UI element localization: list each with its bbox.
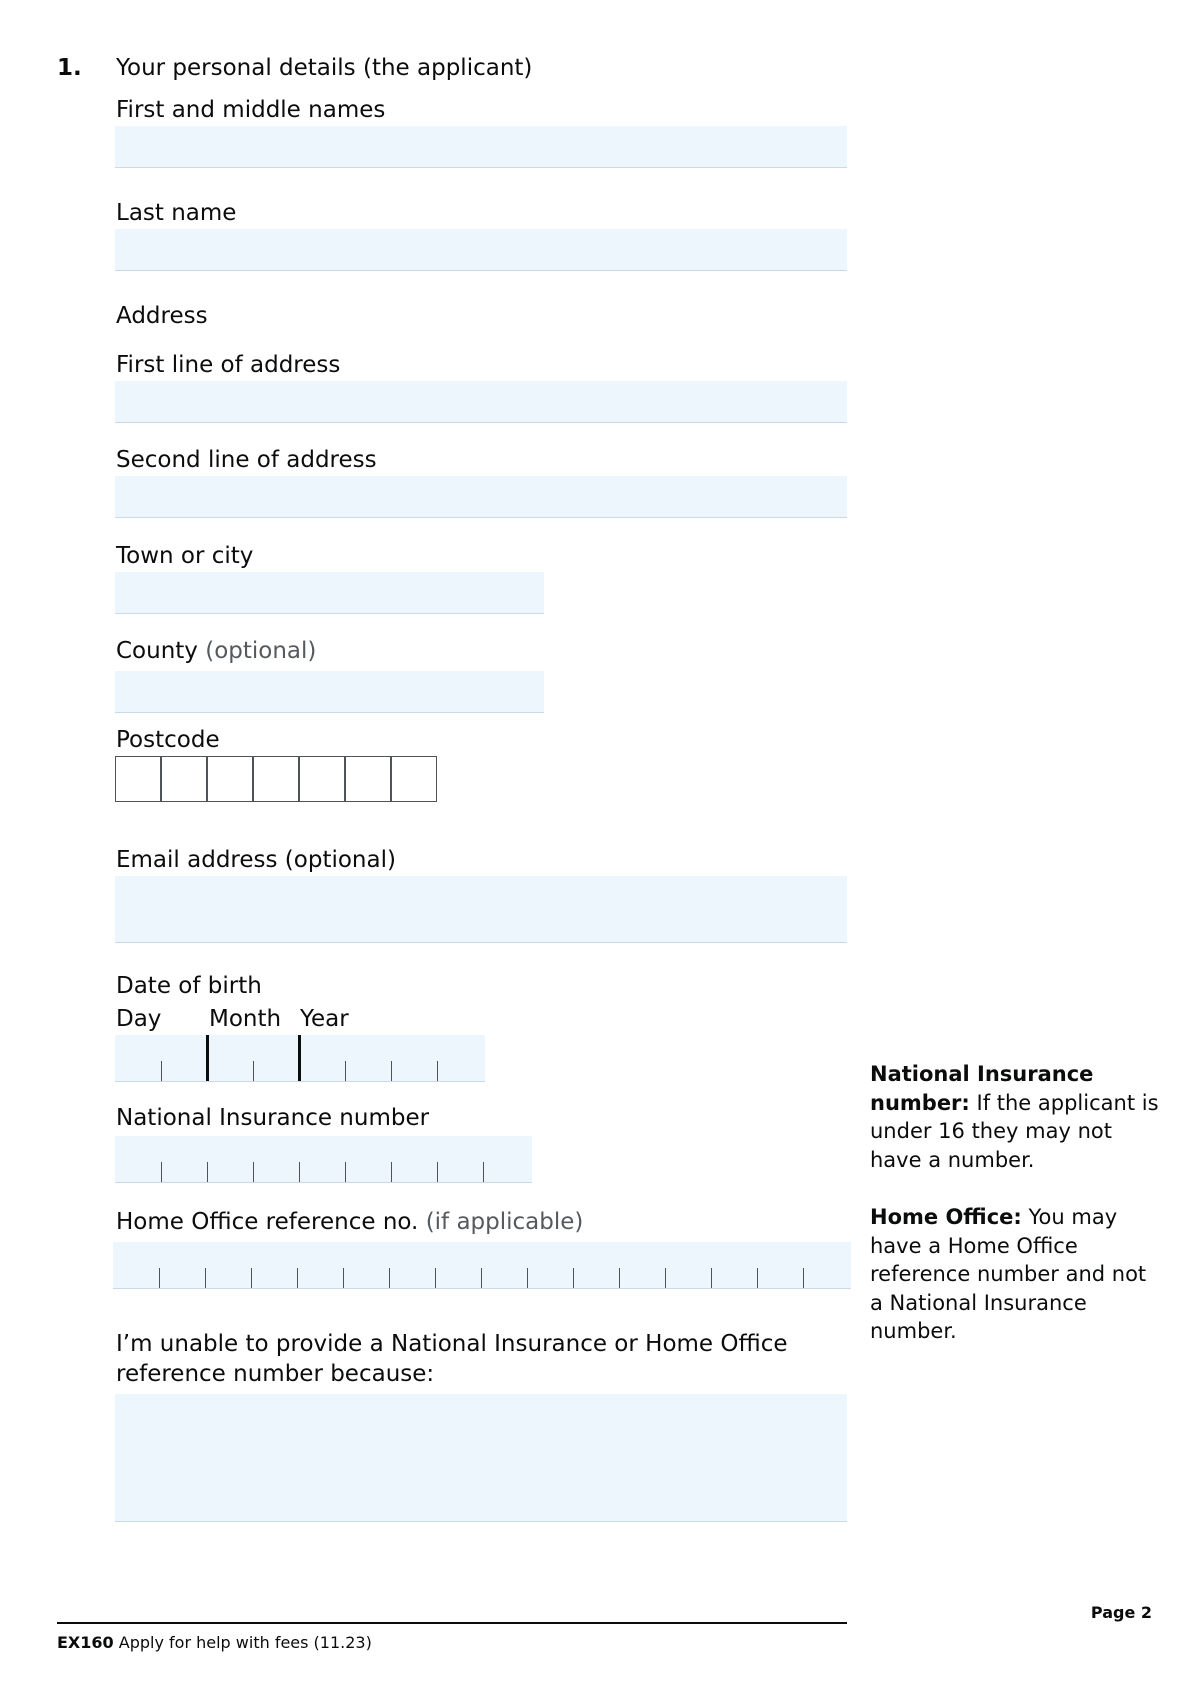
postcode-label: Postcode [116,727,220,753]
postcode-boxes [115,756,439,803]
dob-divider [206,1035,209,1081]
dob-tick [391,1061,392,1081]
home-office-tick [757,1268,758,1288]
address-line1-field[interactable] [115,381,847,423]
first-names-label: First and middle names [116,97,386,123]
dob-field[interactable] [115,1035,485,1082]
county-optional-text: (optional) [205,638,317,664]
ni-number-label: National Insurance number [116,1105,430,1131]
ni-tick [253,1162,254,1182]
home-office-side-note [870,1203,1160,1346]
home-office-tick [205,1268,206,1288]
postcode-box[interactable] [345,756,391,802]
home-office-tick [527,1268,528,1288]
postcode-box[interactable] [391,756,437,802]
ni-tick [299,1162,300,1182]
postcode-box[interactable] [299,756,345,802]
footer-form-code: EX160 [57,1633,114,1652]
home-office-tick [573,1268,574,1288]
home-office-side-note-text: You may have a Home Office reference number and not a National Insurance number. [870,1205,1147,1343]
ni-tick [345,1162,346,1182]
dob-tick [253,1061,254,1081]
dob-divider [298,1035,301,1081]
address-heading: Address [116,303,208,329]
first-names-field[interactable] [115,126,847,168]
dob-month-label: Month [209,1006,282,1032]
unable-reason-label-line1: I’m unable to provide a National Insurance or Home Office [116,1331,788,1357]
home-office-tick [481,1268,482,1288]
email-label: Email address (optional) [116,847,396,873]
home-office-tick [619,1268,620,1288]
unable-reason-field[interactable] [115,1394,847,1522]
ni-tick [161,1162,162,1182]
section-number: 1. [57,55,82,81]
footer-divider [57,1622,847,1624]
home-office-field[interactable] [113,1242,851,1289]
postcode-box[interactable] [115,756,161,802]
footer-form-info [57,1633,372,1653]
home-office-tick [159,1268,160,1288]
address-line1-label: First line of address [116,352,341,378]
dob-day-label: Day [116,1006,162,1032]
home-office-tick [343,1268,344,1288]
home-office-optional-text: (if applicable) [425,1209,584,1235]
dob-label: Date of birth [116,973,262,999]
last-name-field[interactable] [115,229,847,271]
town-field[interactable] [115,572,544,614]
postcode-box[interactable] [207,756,253,802]
county-label-text: County [116,638,198,664]
email-field[interactable] [115,876,847,943]
section-title: Your personal details (the applicant) [116,55,533,81]
unable-reason-label-line2: reference number because: [116,1361,435,1387]
county-label [116,637,316,665]
home-office-label-text: Home Office reference no. [116,1209,419,1235]
dob-tick [161,1061,162,1081]
home-office-tick [711,1268,712,1288]
ni-tick [391,1162,392,1182]
dob-tick [437,1061,438,1081]
home-office-tick [665,1268,666,1288]
ni-tick [483,1162,484,1182]
home-office-tick [251,1268,252,1288]
county-field[interactable] [115,671,544,713]
ni-number-field[interactable] [115,1136,532,1183]
postcode-box[interactable] [253,756,299,802]
ni-tick [207,1162,208,1182]
ni-side-note-heading: National Insurance number: [870,1062,1094,1115]
dob-tick [345,1061,346,1081]
address-line2-field[interactable] [115,476,847,518]
postcode-box[interactable] [161,756,207,802]
footer-form-title: Apply for help with fees (11.23) [118,1633,372,1652]
dob-year-label: Year [300,1006,349,1032]
ni-side-note-text: If the applicant is under 16 they may not have a number. [870,1090,1159,1172]
home-office-tick [435,1268,436,1288]
home-office-tick [297,1268,298,1288]
home-office-label [116,1208,583,1236]
address-line2-label: Second line of address [116,447,377,473]
home-office-side-note-heading: Home Office: [870,1205,1022,1229]
ni-tick [437,1162,438,1182]
last-name-label: Last name [116,200,237,226]
page-number: Page 2 [1090,1603,1152,1622]
town-label: Town or city [116,543,254,569]
home-office-tick [389,1268,390,1288]
ni-side-note [870,1060,1160,1174]
home-office-tick [803,1268,804,1288]
